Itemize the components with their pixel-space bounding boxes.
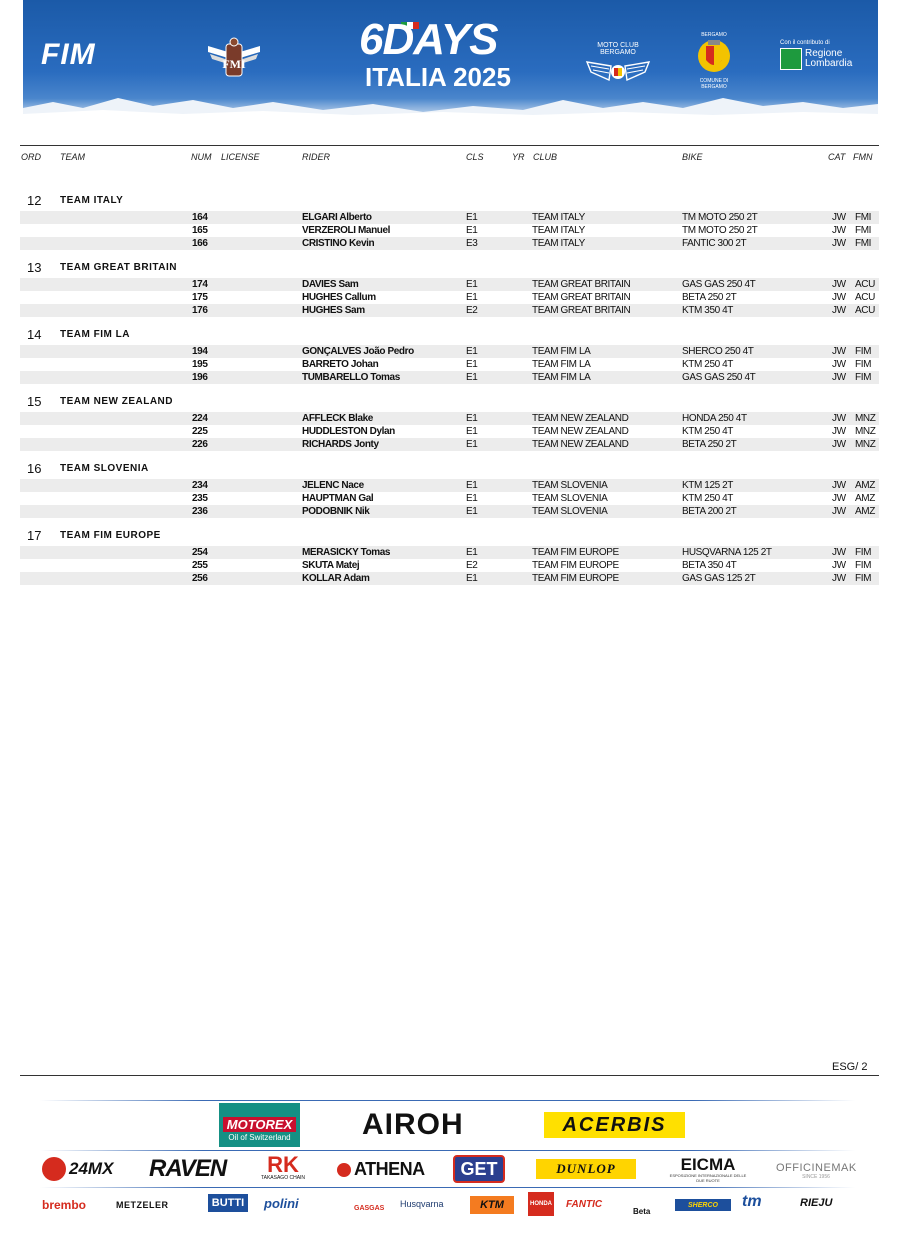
sponsor-ktm: KTM [470,1196,514,1214]
fmi-logo [206,36,262,80]
rider-club: TEAM FIM EUROPE [532,573,619,584]
rider-cls: E1 [466,346,478,357]
event-title-line1: 6DAYS [359,15,498,64]
team-name: TEAM ITALY [60,195,124,206]
moto-club-bergamo-logo [583,42,653,84]
rider-rider: GONÇALVES João Pedro [302,346,414,357]
rider-num: 256 [192,573,208,584]
col-yr: YR [512,152,525,162]
sponsor-metzeler: METZELER [116,1200,169,1210]
rider-row [20,412,879,425]
rider-bike: KTM 250 4T [682,359,734,370]
rk-logo: RK [267,1152,299,1177]
rider-rider: SKUTA Matej [302,560,360,571]
col-team: TEAM [60,152,86,162]
rider-cat: JW [832,305,846,316]
col-num: NUM [191,152,212,162]
athena-logo: ATHENA [354,1159,425,1179]
sponsor-butti: BUTTI [208,1194,248,1212]
rider-rider: AFFLECK Blake [302,413,373,424]
rider-rider: TUMBARELLO Tomas [302,372,400,383]
rider-fmn: ACU [855,292,875,303]
rider-club: TEAM SLOVENIA [532,506,608,517]
rider-row [20,211,879,224]
rider-row [20,224,879,237]
rider-bike: FANTIC 300 2T [682,238,747,249]
rider-cls: E1 [466,439,478,450]
rider-rider: HUDDLESTON Dylan [302,426,395,437]
sponsor-airoh: AIROH [362,1108,464,1141]
sponsor-athena [337,1159,425,1180]
rider-bike: KTM 125 2T [682,480,734,491]
rider-row [20,572,879,585]
rider-fmn: MNZ [855,413,876,424]
comune-bottom-label: COMUNE DI BERGAMO [699,78,729,90]
officinemak-tagline: SINCE 1956 [802,1174,830,1180]
sponsor-24mx [42,1157,113,1181]
team-order-number: 16 [27,461,42,476]
rider-cat: JW [832,372,846,383]
rider-bike: HUSQVARNA 125 2T [682,547,772,558]
rider-cls: E1 [466,413,478,424]
rider-cls: E1 [466,225,478,236]
rider-num: 226 [192,439,208,450]
rider-num: 236 [192,506,208,517]
rider-fmn: FIM [855,359,872,370]
rider-num: 195 [192,359,208,370]
team-name: TEAM FIM EUROPE [60,530,161,541]
rider-row [20,505,879,518]
rider-bike: BETA 250 2T [682,292,737,303]
sponsor-tm: tm [742,1193,762,1210]
team-order-number: 15 [27,394,42,409]
rider-club: TEAM GREAT BRITAIN [532,279,631,290]
rider-rider: VERZEROLI Manuel [302,225,391,236]
rider-num: 175 [192,292,208,303]
rider-cls: E1 [466,212,478,223]
motorex-logo: MOTOREX [223,1117,296,1132]
club-logo-text: MOTO CLUB BERGAMO [597,42,639,56]
motorex-tagline: Oil of Switzerland [228,1133,291,1142]
event-banner [23,0,878,120]
rider-cls: E1 [466,279,478,290]
rider-rider: JELENC Nace [302,480,364,491]
rider-row [20,345,879,358]
comune-top-label: BERGAMO [701,32,727,38]
rider-cat: JW [832,279,846,290]
team-order-number: 13 [27,260,42,275]
rider-row [20,371,879,384]
rider-rider: MERASICKY Tomas [302,547,391,558]
rider-cls: E1 [466,426,478,437]
regione-lombardia-logo [780,40,852,70]
rider-cat: JW [832,506,846,517]
rider-cls: E1 [466,506,478,517]
fmi-logo-text: FMI [222,57,246,71]
col-ord: ORD [21,152,41,162]
col-club: CLUB [533,152,558,162]
rider-cls: E1 [466,573,478,584]
team-order-number: 17 [27,528,42,543]
rider-rider: PODOBNIK Nik [302,506,370,517]
rider-cat: JW [832,493,846,504]
sponsor-intro-label: Con il contributo di [780,40,830,46]
rider-fmn: MNZ [855,439,876,450]
rider-cls: E2 [466,305,478,316]
rider-bike: SHERCO 250 4T [682,346,754,357]
team-name: TEAM SLOVENIA [60,463,149,474]
rider-cat: JW [832,225,846,236]
sponsor-dunlop: DUNLOP [536,1159,636,1179]
rider-num: 225 [192,426,208,437]
fim-logo: FIM [41,38,96,71]
rider-num: 164 [192,212,208,223]
rider-rider: RICHARDS Jonty [302,439,379,450]
rider-num: 174 [192,279,208,290]
rider-club: TEAM FIM LA [532,359,591,370]
rider-cat: JW [832,573,846,584]
rider-num: 166 [192,238,208,249]
eicma-tagline: ESPOSIZIONE INTERNAZIONALE DELLE DUE RUOTE [669,1173,747,1183]
rider-club: TEAM ITALY [532,238,585,249]
col-cat: CAT [828,152,846,162]
rider-cat: JW [832,480,846,491]
team-name: TEAM FIM LA [60,329,130,340]
rider-rider: HAUPTMAN Gal [302,493,374,504]
rider-bike: GAS GAS 125 2T [682,573,756,584]
rider-fmn: ACU [855,279,875,290]
sponsor-motorex [219,1103,300,1147]
team-name: TEAM GREAT BRITAIN [60,262,177,273]
rider-fmn: ACU [855,305,875,316]
rider-club: TEAM SLOVENIA [532,480,608,491]
sponsor-sherco: SHERCO [675,1199,731,1211]
rider-row [20,546,879,559]
rider-cls: E1 [466,372,478,383]
rider-bike: TM MOTO 250 2T [682,212,758,223]
rider-cat: JW [832,292,846,303]
rider-fmn: FIM [855,346,872,357]
event-title-line2: ITALIA 2025 [365,62,511,92]
rider-row [20,237,879,250]
rider-club: TEAM FIM EUROPE [532,547,619,558]
rider-cat: JW [832,413,846,424]
col-fmn: FMN [853,152,873,162]
rider-cat: JW [832,547,846,558]
page-code: ESG/ 2 [832,1061,868,1073]
sponsor-divider [40,1150,855,1151]
rider-rider: CRISTINO Kevin [302,238,375,249]
rider-row [20,425,879,438]
rider-num: 254 [192,547,208,558]
sponsor-divider [40,1100,855,1101]
sponsor-polini: polini [264,1196,299,1211]
rider-cls: E1 [466,359,478,370]
rider-bike: KTM 350 4T [682,305,734,316]
col-cls: CLS [466,152,484,162]
rider-fmn: FIM [855,560,872,571]
team-name: TEAM NEW ZEALAND [60,396,173,407]
sponsor-get: GET [453,1155,505,1183]
officinemak-logo: OFFICINEMAK [776,1162,857,1174]
col-bike: BIKE [682,152,703,162]
rider-bike: GAS GAS 250 4T [682,372,756,383]
rider-club: TEAM FIM EUROPE [532,560,619,571]
sponsor-beta: Beta [633,1207,651,1216]
rider-rider: ELGARI Alberto [302,212,372,223]
rider-bike: GAS GAS 250 4T [682,279,756,290]
sponsor-acerbis: ACERBIS [544,1112,685,1138]
sponsor-officinemak [776,1162,856,1180]
col-license: LICENSE [221,152,260,162]
24mx-logo: 24MX [69,1159,114,1178]
rk-tagline: TAKASAGO CHAIN [260,1175,306,1181]
rider-club: TEAM ITALY [532,212,585,223]
rider-bike: BETA 250 2T [682,439,737,450]
team-order-number: 14 [27,327,42,342]
rider-cls: E1 [466,493,478,504]
rider-rider: HUGHES Callum [302,292,376,303]
rider-cat: JW [832,439,846,450]
sponsor-brembo: brembo [42,1198,87,1212]
rider-fmn: FIM [855,372,872,383]
rider-num: 224 [192,413,208,424]
rider-cls: E1 [466,292,478,303]
sponsor-fantic: FANTIC [566,1199,603,1210]
rider-fmn: AMZ [855,493,875,504]
rider-fmn: AMZ [855,506,875,517]
rider-rider: BARRETO Johan [302,359,379,370]
sponsor-gasgas: GASGAS [354,1205,385,1212]
sponsor-husqvarna: Husqvarna [400,1199,444,1209]
sponsor-raven: RAVEN [149,1155,227,1182]
rider-fmn: FIM [855,547,872,558]
rider-bike: HONDA 250 4T [682,413,747,424]
rider-club: TEAM SLOVENIA [532,493,608,504]
rider-cls: E3 [466,238,478,249]
rider-bike: KTM 250 4T [682,426,734,437]
rider-bike: BETA 200 2T [682,506,737,517]
crest-icon [696,38,732,76]
rider-row [20,291,879,304]
region-name-1: Regione [805,48,843,59]
region-name-2: Lombardia [805,58,853,69]
rider-club: TEAM ITALY [532,225,585,236]
rider-fmn: FIM [855,573,872,584]
rider-bike: BETA 350 4T [682,560,737,571]
rider-row [20,559,879,572]
col-rider: RIDER [302,152,331,162]
rider-fmn: FMI [855,212,872,223]
rider-num: 234 [192,480,208,491]
rider-club: TEAM GREAT BRITAIN [532,292,631,303]
rider-rider: KOLLAR Adam [302,573,370,584]
rider-num: 255 [192,560,208,571]
rider-row [20,492,879,505]
rider-bike: TM MOTO 250 2T [682,225,758,236]
rider-club: TEAM NEW ZEALAND [532,439,629,450]
rider-bike: KTM 250 4T [682,493,734,504]
footer-rule [20,1075,879,1076]
rider-fmn: FMI [855,225,872,236]
rider-row [20,358,879,371]
rider-row [20,304,879,317]
rider-cat: JW [832,426,846,437]
rider-num: 235 [192,493,208,504]
lombardia-rose-icon [780,48,802,70]
rider-club: TEAM GREAT BRITAIN [532,305,631,316]
rider-club: TEAM FIM LA [532,372,591,383]
rider-cat: JW [832,212,846,223]
rider-cat: JW [832,238,846,249]
sponsor-rieju: RIEJU [800,1197,833,1209]
rider-fmn: AMZ [855,480,875,491]
rider-fmn: MNZ [855,426,876,437]
sponsor-divider [40,1187,855,1188]
rider-fmn: FMI [855,238,872,249]
rider-num: 176 [192,305,208,316]
rider-num: 194 [192,346,208,357]
sponsor-rk [256,1152,310,1181]
comune-bergamo-crest [689,32,739,90]
rider-cat: JW [832,346,846,357]
athena-emblem-icon [337,1163,351,1177]
eicma-logo: EICMA [680,1155,736,1174]
rider-club: TEAM NEW ZEALAND [532,426,629,437]
snowy-mountains-decoration [23,94,878,120]
sponsor-eicma [666,1156,750,1183]
rider-rider: DAVIES Sam [302,279,359,290]
rider-cls: E1 [466,547,478,558]
rider-cat: JW [832,560,846,571]
rider-cat: JW [832,359,846,370]
rider-cls: E1 [466,480,478,491]
sponsor-honda: HONDA [528,1192,554,1216]
rider-club: TEAM NEW ZEALAND [532,413,629,424]
club-wings-icon [585,58,651,84]
header-rule [20,145,879,146]
rider-num: 196 [192,372,208,383]
team-order-number: 12 [27,193,42,208]
rider-row [20,479,879,492]
rider-row [20,438,879,451]
rider-row [20,278,879,291]
rider-rider: HUGHES Sam [302,305,365,316]
rider-num: 165 [192,225,208,236]
rider-cls: E2 [466,560,478,571]
rider-club: TEAM FIM LA [532,346,591,357]
24mx-emblem-icon [42,1157,66,1181]
